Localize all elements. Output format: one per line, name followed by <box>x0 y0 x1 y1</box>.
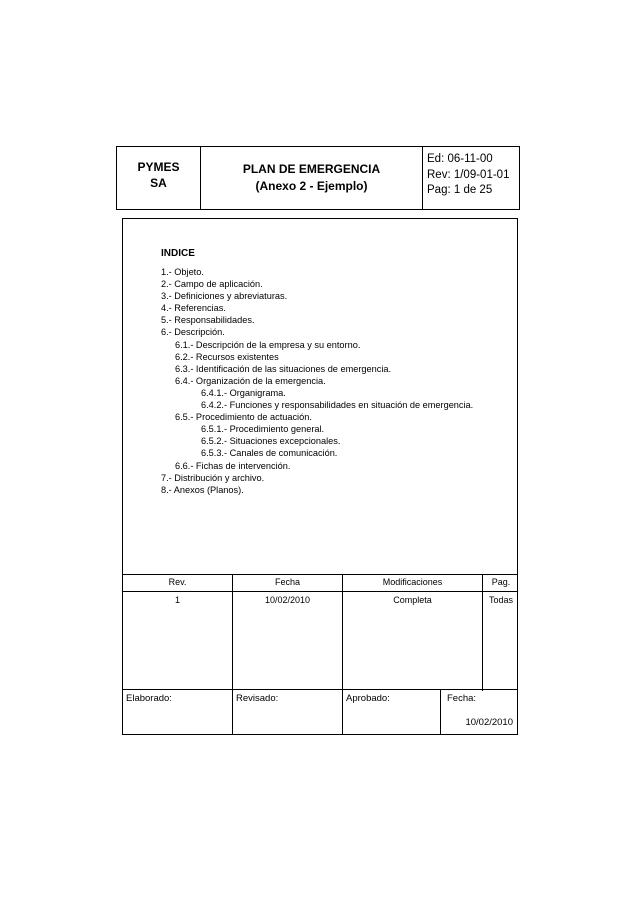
prepared-by-label: Elaborado: <box>126 693 172 704</box>
header-modifications: Modificaciones <box>343 575 483 591</box>
cell-rev: 1 <box>123 591 233 691</box>
document-metadata <box>423 147 519 209</box>
index-item: 6.5.3.- Canales de comunicación. <box>201 448 338 459</box>
index-item: 6.4.- Organización de la emergencia. <box>175 375 326 386</box>
index-item: 6.5.- Procedimiento de actuación. <box>175 412 312 423</box>
header-pages: Pag. <box>491 577 511 587</box>
table-of-contents <box>161 266 473 496</box>
cell-pages: Todas <box>488 595 514 605</box>
index-item: 1.- Objeto. <box>161 267 204 277</box>
revision-info: Rev: 1/09-01-01 <box>427 168 510 181</box>
document-title-line1: PLAN DE EMERGENCIA <box>242 162 381 176</box>
index-item: 6.4.2.- Funciones y responsabilidades en situación de emergencia. <box>201 400 474 411</box>
reviewed-by-label: Revisado: <box>236 693 279 704</box>
index-item: 5.- Responsabilidades. <box>161 315 255 326</box>
index-section <box>122 218 518 575</box>
cell-date: 10/02/2010 <box>233 591 343 691</box>
approved-by-label: Aprobado: <box>346 693 390 704</box>
company-name <box>117 147 201 209</box>
index-item: 3.- Definiciones y abreviaturas. <box>161 291 288 302</box>
header-date: Fecha <box>233 575 343 591</box>
document-title <box>201 147 423 209</box>
edition-info: Ed: 06-11-00 <box>427 153 493 165</box>
reviewed-by-cell <box>233 690 343 734</box>
signoff-date-value: 10/02/2010 <box>465 717 513 728</box>
index-item: 6.4.1.- Organigrama. <box>201 387 286 398</box>
cell-modifications: Completa <box>343 591 483 691</box>
index-item: 6.3.- Identificación de las situaciones de emergencia. <box>175 363 392 374</box>
prepared-by-cell <box>123 690 233 734</box>
document-header <box>116 146 520 210</box>
index-item: 2.- Campo de aplicación. <box>161 279 263 290</box>
index-item: 6.- Descripción. <box>161 327 225 338</box>
index-item: 4.- Referencias. <box>161 303 226 314</box>
index-item: 6.5.1.- Procedimiento general. <box>201 424 325 435</box>
index-title: INDICE <box>161 248 195 259</box>
index-item: 7.- Distribución y archivo. <box>161 472 265 483</box>
table-row <box>123 591 517 691</box>
revision-table-header <box>123 575 517 592</box>
signoff-table <box>122 689 518 735</box>
document-title-line2: (Anexo 2 - Ejemplo) <box>255 179 368 193</box>
company-name-line1: PYMES <box>137 160 180 174</box>
page-info: Pag: 1 de 25 <box>427 184 493 196</box>
header-rev: Rev. <box>123 575 233 591</box>
index-item: 6.2.- Recursos existentes <box>175 351 279 362</box>
signoff-date-cell <box>441 690 519 734</box>
approved-by-cell <box>343 690 441 734</box>
signoff-date-label: Fecha: <box>447 693 477 704</box>
revision-table <box>122 574 518 690</box>
index-item: 6.5.2.- Situaciones excepcionales. <box>201 436 341 447</box>
index-item: 6.6.- Fichas de intervención. <box>175 460 291 471</box>
index-item: 6.1.- Descripción de la empresa y su entorno. <box>175 339 361 350</box>
index-item: 8.- Anexos (Planos). <box>161 484 244 495</box>
company-name-line2: SA <box>150 176 167 190</box>
